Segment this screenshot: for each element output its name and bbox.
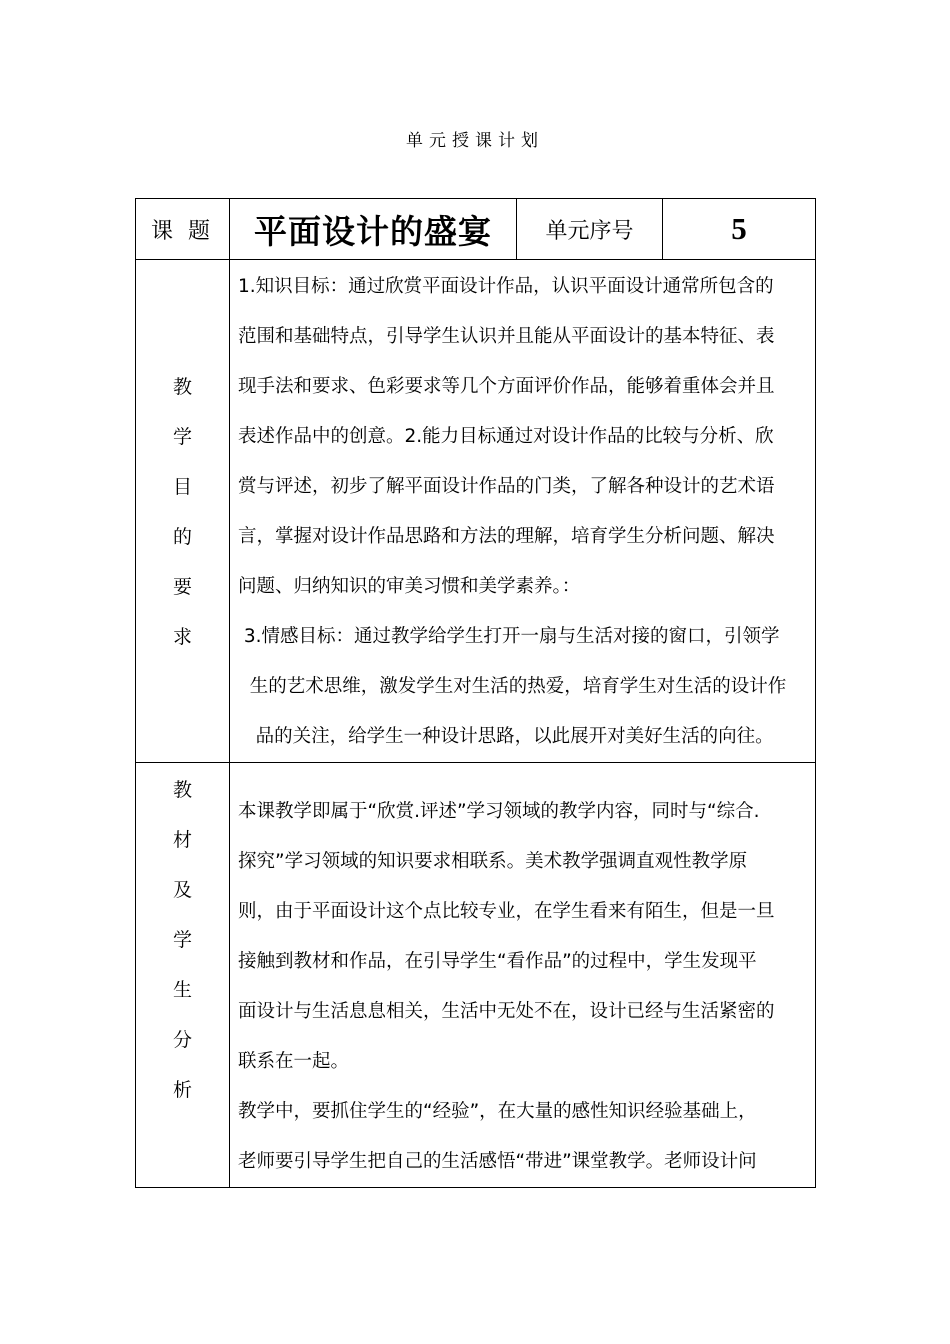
objectives-line: 生的艺术思维，激发学生对生活的热爱，培育学生对生活的设计作 [238,676,787,697]
analysis-label-char: 析 [172,1079,192,1101]
analysis-label-char: 及 [172,879,192,901]
course-title-cell [230,199,517,260]
analysis-text [230,763,816,1188]
objectives-text [230,260,816,763]
lesson-plan-table [135,198,816,1188]
analysis-line: 探究”学习领域的知识要求相联系。美术教学强调直观性教学原 [238,851,748,872]
analysis-line: 面设计与生活息息相关，生活中无处不在，设计已经与生活紧密的 [238,1001,775,1022]
analysis-label-char: 分 [172,1029,192,1051]
objectives-line: 表述作品中的创意。2.能力目标通过对设计作品的比较与分析、欣 [238,426,774,447]
course-label-cell [136,199,230,260]
objectives-label-char: 要 [172,576,192,598]
unit-number: 5 [731,211,747,246]
analysis-line: 教学中，要抓住学生的“经验”，在大量的感性知识经验基础上， [238,1101,757,1122]
course-title: 平面设计的盛宴 [254,211,492,251]
analysis-row [136,763,816,1188]
analysis-label-char: 生 [172,979,192,1001]
analysis-label [136,763,230,1188]
unit-label-cell [517,199,663,260]
objectives-label-char: 目 [172,476,192,498]
objectives-line: 问题、归纳知识的审美习惯和美学素养。： [238,576,581,597]
analysis-line: 老师要引导学生把自己的生活感悟“带进”课堂教学。老师设计问 [238,1151,757,1172]
analysis-line: 本课教学即属于“欣赏.评述”学习领域的教学内容，同时与“综合. [238,801,760,822]
objectives-line: 现手法和要求、色彩要求等几个方面评价作品，能够着重体会并且 [238,376,775,397]
unit-number-label: 单元序号 [545,218,634,244]
objectives-line: 1.知识目标：通过欣赏平面设计作品，认识平面设计通常所包含的 [238,276,774,297]
course-label: 课 题 [151,218,214,244]
objectives-line: 品的关注，给学生一种设计思路，以此展开对美好生活的向往。 [238,726,774,747]
header-row [136,199,816,260]
objectives-label-char: 的 [172,526,192,548]
objectives-line: 范围和基础特点，引导学生认识并且能从平面设计的基本特征、表 [238,326,775,347]
analysis-label-char: 学 [172,929,192,951]
objectives-row [136,260,816,763]
document-title: 单元授课计划 [406,131,544,151]
objectives-label-char: 学 [172,426,192,448]
objectives-line: 言，掌握对设计作品思路和方法的理解，培育学生分析问题、解决 [238,526,775,547]
analysis-line: 则，由于平面设计这个点比较专业，在学生看来有陌生，但是一旦 [238,901,775,922]
objectives-line: 3.情感目标：通过教学给学生打开一扇与生活对接的窗口，引领学 [238,626,780,647]
unit-number-cell [663,199,816,260]
objectives-label [136,260,230,763]
objectives-label-char: 求 [172,626,192,648]
analysis-label-char: 材 [172,829,192,851]
analysis-label-char: 教 [172,779,192,801]
objectives-line: 赏与评述，初步了解平面设计作品的门类，了解各种设计的艺术语 [238,476,775,497]
analysis-line: 接触到教材和作品，在引导学生“看作品”的过程中，学生发现平 [238,951,757,972]
objectives-label-char: 教 [172,376,192,398]
analysis-line: 联系在一起。 [238,1051,350,1072]
